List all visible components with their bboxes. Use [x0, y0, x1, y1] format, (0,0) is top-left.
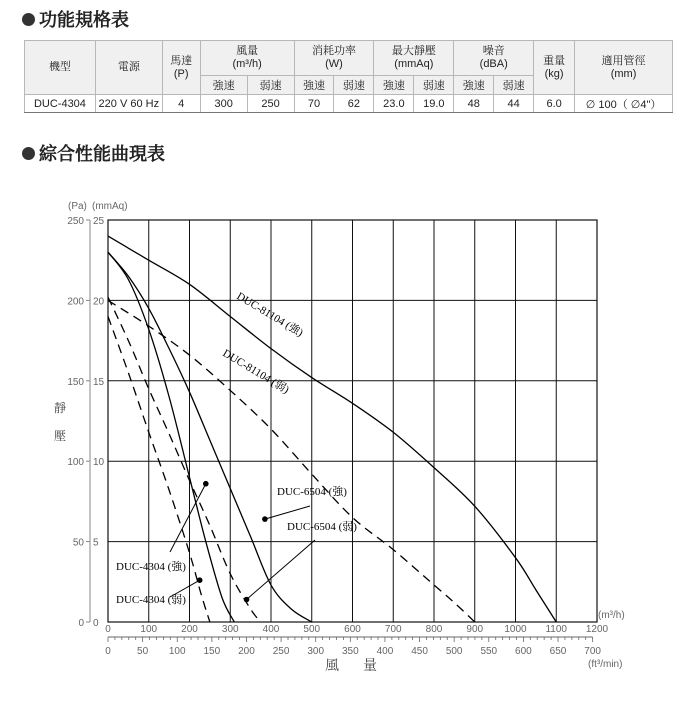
cell-pipe: ∅ 100（ ∅4"）	[575, 95, 673, 113]
header-model: 機型	[25, 41, 96, 95]
header-noise-line2: (dBA)	[479, 58, 508, 70]
subheader-static-strong: 強速	[374, 76, 414, 95]
spec-title-text: 功能規格表	[39, 10, 129, 30]
series-line-3	[108, 297, 261, 622]
perf-title-text: 綜合性能曲現表	[39, 144, 165, 164]
header-weight	[534, 41, 575, 95]
m3h-tick-label: 200	[181, 624, 198, 635]
y-unit-mmaq: (mmAq)	[92, 201, 128, 212]
header-airflow-line1: 風量	[236, 45, 259, 57]
perf-section-title	[22, 140, 165, 166]
pa-tick-label: 100	[67, 457, 84, 469]
annotation-label: DUC-4304 (弱)	[116, 594, 186, 606]
header-power: 電源	[95, 41, 162, 95]
cell-noise-weak: 44	[494, 95, 534, 113]
m3h-tick-label: 0	[105, 624, 111, 635]
spec-table	[24, 40, 673, 113]
cfm-tick-label: 400	[376, 646, 394, 657]
pa-tick-label: 0	[78, 618, 84, 629]
header-airflow-line2: (m³/h)	[232, 58, 262, 70]
m3h-tick-label: 500	[303, 624, 321, 635]
cfm-tick-label: 700	[584, 646, 601, 657]
cfm-tick-label: 300	[307, 646, 325, 657]
cell-consumption-strong: 70	[294, 95, 334, 113]
header-pipe	[575, 41, 673, 95]
cell-consumption-weak: 62	[334, 95, 374, 113]
annotation-dot	[197, 577, 203, 583]
cfm-tick-label: 0	[105, 646, 111, 657]
annotation-dot	[203, 481, 209, 487]
x-axis-title-char: 量	[363, 657, 377, 673]
bullet-icon	[22, 147, 35, 160]
table-row	[25, 95, 673, 113]
mmaq-tick-label: 0	[93, 618, 99, 629]
cell-static-strong: 23.0	[374, 95, 414, 113]
cfm-tick-label: 250	[272, 646, 290, 657]
pa-tick-label: 200	[67, 296, 84, 308]
x-unit-m3h: (m³/h)	[598, 610, 625, 621]
annotation-leader-line	[247, 540, 315, 599]
annotation-label: DUC-4304 (強)	[116, 561, 186, 573]
cfm-tick-label: 50	[137, 646, 149, 657]
cfm-tick-label: 150	[203, 646, 221, 657]
cell-motor: 4	[162, 95, 200, 113]
mmaq-tick-label: 10	[93, 457, 105, 469]
header-motor-line1: 馬達	[170, 54, 193, 67]
chart-labels	[54, 289, 377, 673]
subheader-airflow-strong: 強速	[200, 76, 247, 95]
annotation-dot	[262, 516, 268, 522]
spec-section-title	[22, 6, 129, 32]
header-noise	[454, 41, 534, 76]
cfm-tick-label: 550	[480, 646, 498, 657]
cfm-tick-label: 200	[238, 646, 255, 657]
performance-chart	[0, 190, 700, 710]
header-motor	[162, 41, 200, 95]
subheader-static-weak: 弱速	[414, 76, 454, 95]
header-static-pressure	[374, 41, 454, 76]
m3h-tick-label: 300	[221, 624, 239, 635]
header-weight-line2: (kg)	[544, 67, 564, 80]
m3h-tick-label: 100	[140, 624, 158, 635]
series-label-81104-strong: DUC-81104 (強)	[234, 290, 305, 340]
mmaq-tick-label: 5	[93, 537, 99, 549]
m3h-tick-label: 900	[466, 624, 484, 635]
series-label-81104-weak: DUC-81104 (弱)	[220, 347, 291, 397]
m3h-tick-label: 400	[262, 624, 280, 635]
subheader-airflow-weak: 弱速	[247, 76, 294, 95]
cfm-tick-label: 100	[168, 646, 186, 657]
cell-noise-strong: 48	[454, 95, 494, 113]
x-axis-title-char: 風	[325, 657, 339, 673]
table-header-row	[25, 41, 673, 76]
header-static-line1: 最大靜壓	[391, 45, 436, 57]
cell-power: 220 V 60 Hz	[95, 95, 162, 113]
header-consumption-line1: 消耗功率	[311, 45, 356, 57]
cfm-tick-label: 350	[341, 646, 359, 657]
y-axis-title-char: 壓	[53, 429, 67, 443]
cell-static-weak: 19.0	[414, 95, 454, 113]
header-static-line2: (mmAq)	[394, 58, 434, 70]
annotation-leader-line	[265, 506, 310, 519]
header-motor-line2: (P)	[173, 67, 189, 80]
y-axis-title-char: 靜	[53, 401, 67, 415]
cell-model: DUC-4304	[25, 95, 96, 113]
pa-tick-label: 50	[72, 537, 84, 549]
cfm-tick-label: 500	[445, 646, 463, 657]
x-unit-ft3min: (ft³/min)	[588, 659, 623, 670]
header-pipe-line2: (mm)	[610, 67, 637, 80]
mmaq-tick-label: 15	[93, 376, 105, 388]
header-airflow	[200, 41, 294, 76]
subheader-consumption-weak: 弱速	[334, 76, 374, 95]
cell-airflow-strong: 300	[200, 95, 247, 113]
m3h-tick-label: 700	[384, 624, 402, 635]
mmaq-tick-label: 20	[93, 296, 105, 308]
subheader-noise-strong: 強速	[454, 76, 494, 95]
m3h-tick-label: 800	[425, 624, 443, 635]
m3h-tick-label: 1200	[585, 624, 609, 635]
header-consumption	[294, 41, 374, 76]
subheader-noise-weak: 弱速	[494, 76, 534, 95]
m3h-tick-label: 1100	[545, 624, 568, 635]
pa-tick-label: 150	[67, 376, 84, 388]
cfm-tick-label: 650	[549, 646, 567, 657]
cell-airflow-weak: 250	[247, 95, 294, 113]
cell-weight: 6.0	[534, 95, 575, 113]
m3h-tick-label: 1000	[504, 624, 527, 635]
mmaq-tick-label: 25	[93, 216, 105, 227]
header-pipe-line1: 適用管徑	[601, 54, 646, 67]
annotation-label: DUC-6504 (強)	[277, 486, 347, 498]
cfm-tick-label: 450	[411, 646, 428, 657]
header-noise-line1: 噪音	[482, 45, 505, 57]
bullet-icon	[22, 13, 35, 26]
annotation-dot	[244, 597, 250, 603]
m3h-tick-label: 600	[344, 624, 361, 635]
cfm-tick-label: 600	[515, 646, 532, 657]
header-weight-line1: 重量	[543, 54, 566, 67]
pa-tick-label: 250	[67, 216, 84, 227]
annotation-label: DUC-6504 (弱)	[287, 521, 357, 533]
subheader-consumption-strong: 強速	[294, 76, 334, 95]
header-consumption-line2: (W)	[325, 58, 343, 70]
y-unit-pa: (Pa)	[68, 201, 87, 212]
